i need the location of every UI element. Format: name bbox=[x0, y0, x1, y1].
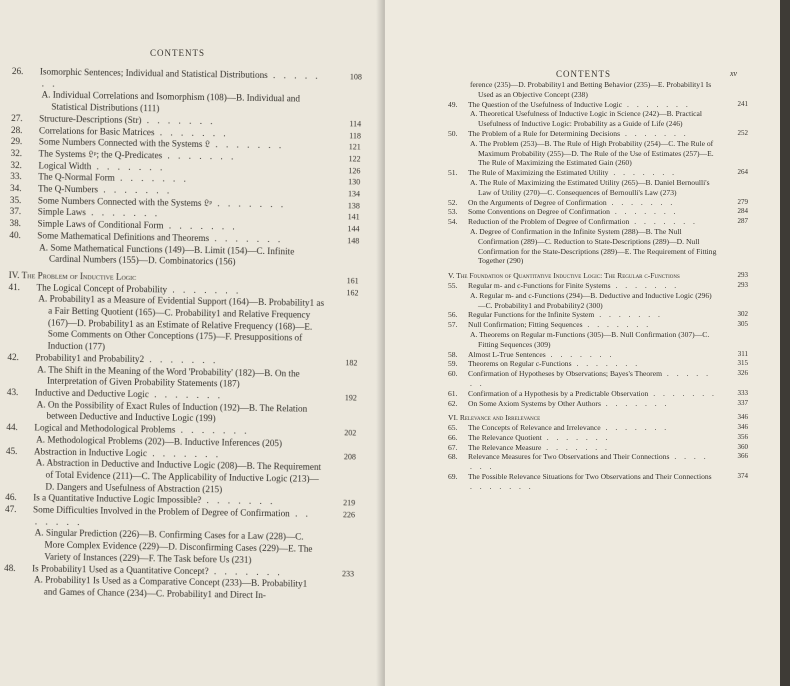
toc-entry-page: 126 bbox=[348, 165, 361, 176]
toc-entry-title: Regular Functions for the Infinite System bbox=[468, 310, 595, 320]
toc-entry bbox=[448, 472, 748, 492]
toc-chapter bbox=[448, 413, 748, 423]
toc-entry-page: 264 bbox=[737, 168, 748, 177]
toc-entry-page: 374 bbox=[737, 472, 748, 481]
toc-entry-title: Structure-Descriptions (Str) bbox=[39, 113, 142, 125]
toc-entry-number: 32. bbox=[10, 147, 23, 159]
toc-entry bbox=[9, 230, 360, 271]
toc-entry-page: 293 bbox=[737, 280, 748, 289]
toc-leader-dots: . . . . . . . bbox=[154, 126, 229, 138]
toc-continuation: ference (235)—D. Probability1 and Betting Behavior (235)—E. Probability1 Is Used as an Objective Concept (238) bbox=[470, 80, 712, 99]
toc-entry-title-line bbox=[448, 168, 748, 178]
toc-chapter-page: 293 bbox=[737, 271, 748, 280]
toc-entry-title: The Problem of a Rule for Determining Decisions bbox=[468, 128, 621, 138]
toc-entry-page: 138 bbox=[347, 201, 360, 211]
toc-entry-title: The Relevance Measure bbox=[468, 442, 542, 452]
toc-leader-dots: . . . . . . . bbox=[582, 320, 652, 330]
toc-entry-page: 315 bbox=[737, 359, 748, 368]
toc-entry-title: Inductive and Deductive Logic bbox=[34, 387, 149, 400]
toc-entry-page: 202 bbox=[344, 428, 357, 438]
toc-entry-page: 208 bbox=[343, 451, 356, 461]
toc-entry-page: 366 bbox=[737, 452, 748, 461]
toc-entry-page: 141 bbox=[347, 212, 360, 222]
toc-entry-title: Some Mathematical Definitions and Theorems bbox=[37, 230, 210, 243]
toc-entry-title: The Question of the Usefulness of Inductive Logic bbox=[468, 99, 623, 109]
toc-entry bbox=[5, 445, 356, 497]
toc-entry-title: Simple Laws of Conditional Form bbox=[37, 218, 164, 231]
toc-chapter-page: 346 bbox=[737, 413, 748, 422]
toc-entry-page: 311 bbox=[737, 349, 748, 358]
toc-chapter-numeral: IV. bbox=[8, 269, 22, 281]
toc-entry-page: 122 bbox=[348, 154, 361, 164]
toc-entry-title-line bbox=[448, 198, 748, 208]
toc-entry-title: The Q-Normal Form bbox=[38, 171, 115, 183]
toc-entry bbox=[448, 129, 748, 168]
toc-entry-title: Is Probability1 Used as a Quantitative Concept? bbox=[32, 562, 209, 576]
toc-entry-title: Is a Quantitative Inductive Logic Impossible? bbox=[33, 492, 202, 506]
toc-leader-dots: . . . . . . . bbox=[85, 207, 161, 219]
toc-entry-page: 252 bbox=[737, 128, 748, 137]
toc-entry-number: 47. bbox=[4, 503, 17, 515]
toc-entry bbox=[448, 369, 748, 389]
toc-entry bbox=[8, 282, 359, 358]
toc-entry-title: On the Arguments of Degree of Confirmation bbox=[468, 197, 607, 207]
toc-chapter-name: The Foundation of Quantitative Inductive Logic: The Regular c-Functions bbox=[456, 271, 680, 281]
toc-leader-dots: . . . . . . . bbox=[610, 280, 680, 290]
toc-entry-number: 29. bbox=[10, 136, 23, 147]
toc-entry bbox=[448, 359, 748, 369]
toc-entry-title-line bbox=[448, 217, 748, 227]
toc-chapter-numeral: VI. bbox=[448, 413, 460, 423]
toc-entry-page: 284 bbox=[737, 207, 748, 216]
toc-leader-dots: . . . . . . . bbox=[201, 495, 276, 507]
page-edge bbox=[780, 0, 790, 686]
toc-chapter-numeral: V. bbox=[448, 271, 457, 281]
toc-entry-number: 32. bbox=[10, 159, 23, 170]
toc-entry-title-line bbox=[448, 359, 748, 369]
toc-entry-number: 48. bbox=[4, 562, 16, 573]
toc-entry-number: 27. bbox=[11, 112, 23, 123]
toc-entry-title-line bbox=[448, 399, 748, 409]
toc-chapter-name: Relevance and Irrelevance bbox=[459, 413, 541, 423]
toc-entry-title: The Concepts of Relevance and Irrelevance bbox=[468, 423, 601, 433]
toc-entry-number: 26. bbox=[11, 66, 24, 77]
toc-entry bbox=[448, 350, 748, 360]
toc-leader-dots: . . . . . . . bbox=[600, 398, 670, 408]
toc-entry-title: Regular m- and c-Functions for Finite Systems bbox=[468, 280, 611, 290]
toc-entry-page: 134 bbox=[347, 189, 361, 199]
toc-leader-dots: . . . . . . . bbox=[470, 452, 709, 472]
toc-entry-title-line bbox=[448, 369, 748, 389]
toc-entry bbox=[448, 433, 748, 443]
toc-leader-dots: . . . . . . . bbox=[470, 369, 711, 388]
toc-entry bbox=[4, 562, 355, 603]
toc-entry-number: 65. bbox=[448, 423, 458, 433]
toc-entry bbox=[448, 198, 748, 208]
toc-entry-number: 69. bbox=[448, 472, 458, 482]
toc-leader-dots: . . . . . . . bbox=[608, 168, 678, 178]
toc-entry-title-line bbox=[448, 281, 748, 291]
toc-entry-number: 37. bbox=[9, 206, 22, 217]
toc-entry-number: 62. bbox=[448, 398, 458, 408]
toc-entry-number: 42. bbox=[7, 351, 19, 363]
toc-entry-number: 33. bbox=[10, 171, 22, 182]
toc-leader-dots: . . . . . . . bbox=[209, 232, 284, 245]
toc-entry-title-line bbox=[448, 443, 748, 453]
toc-chapter bbox=[448, 271, 748, 281]
toc-entry-page: 279 bbox=[737, 197, 748, 206]
toc-leader-dots: . . . . . . . bbox=[541, 432, 611, 442]
toc-entry-subsections: A. On the Possibility of Exact Rules of Induction (192)—B. The Relation between Deductive and Inductive Logic (199) bbox=[36, 399, 308, 424]
toc-entry-subsections: A. Probability1 as a Measure of Evidential Support (164)—B. Probability1 as a Fair Betting Quotient (165)—C. Probability1 and Relative Frequency (167)—D. Probability1 as an Estimate of Relative Frequency (168)—E. Some Comments on Other Conceptions (175)—F. Presuppositions of Induction (177) bbox=[38, 293, 325, 352]
toc-entry-page: 130 bbox=[348, 177, 361, 187]
toc-entry-page: 305 bbox=[737, 320, 748, 329]
toc-leader-dots: . . . . . . . bbox=[571, 359, 641, 369]
left-page-header: CONTENTS bbox=[150, 48, 205, 58]
toc-entry bbox=[4, 504, 355, 568]
toc-entry-page: 162 bbox=[346, 287, 359, 298]
toc-entry-number: 41. bbox=[8, 281, 21, 292]
toc-entry-title: Logical and Methodological Problems bbox=[34, 422, 176, 435]
toc-leader-dots: . . . . . . . bbox=[470, 481, 534, 491]
toc-leader-dots: . . . . . . . bbox=[91, 160, 166, 173]
toc-entry bbox=[7, 352, 358, 393]
toc-entry-number: 46. bbox=[5, 492, 17, 503]
toc-entry bbox=[448, 168, 748, 197]
toc-entry-subsections: A. Some Mathematical Functions (149)—B. Limit (154)—C. Infinite Cardinal Numbers (155)—D. Combinatorics (156) bbox=[39, 241, 295, 267]
toc-entry-number: 34. bbox=[10, 183, 22, 194]
toc-chapter-title bbox=[448, 271, 748, 281]
toc-entry-page: 182 bbox=[345, 358, 358, 368]
toc-entry-subsections: A. Degree of Confirmation in the Infinite System (288)—B. The Null Confirmation (289)—C. Reduction to State-Descriptions (289)—D. Null Confirmation for the State-Descriptions (289)—E. The Requirement of Fitting Together (290) bbox=[470, 226, 717, 266]
toc-entry-number: 58. bbox=[448, 349, 458, 359]
toc-entry-subsections: A. Theoretical Usefulness of Inductive Logic in Science (242)—B. Practical Usefulness of Inductive Logic: Probability as a Guide of Life (246) bbox=[470, 109, 703, 129]
toc-leader-dots: . . . . . . . bbox=[629, 217, 698, 227]
toc-leader-dots: . . . . . . . bbox=[606, 197, 676, 207]
toc-entry bbox=[6, 387, 357, 428]
toc-entry-title: Null Confirmation; Fitting Sequences bbox=[468, 320, 583, 330]
right-page-number: xv bbox=[730, 69, 738, 78]
toc-entry-title-line bbox=[448, 129, 748, 139]
toc-entry-title-line bbox=[448, 423, 748, 433]
right-page-header: CONTENTS bbox=[556, 69, 611, 79]
toc-leader-dots: . . . . . . . bbox=[41, 70, 321, 89]
toc-entry-title: Some Numbers Connected with the Systems 𝔏ᵖ bbox=[37, 195, 213, 208]
toc-entry-number: 28. bbox=[10, 124, 23, 135]
toc-entry-title-line bbox=[448, 310, 748, 320]
toc-leader-dots: . . . . . . . bbox=[545, 349, 615, 359]
toc-entry-title: Relevance Measures for Two Observations and Their Connections bbox=[468, 452, 670, 462]
toc-leader-dots: . . . . . . . bbox=[97, 184, 173, 196]
toc-leader-dots: . . . . . . . bbox=[609, 207, 679, 217]
toc-entry-page: 346 bbox=[737, 423, 748, 432]
toc-entry-title: Theorems on Regular c-Functions bbox=[468, 359, 572, 369]
toc-entry-page: 144 bbox=[347, 224, 360, 234]
right-toc-column bbox=[448, 80, 748, 492]
toc-leader-dots: . . . . . . . bbox=[208, 565, 283, 577]
toc-entry-number: 53. bbox=[448, 207, 458, 217]
toc-entry-page: 118 bbox=[349, 130, 362, 141]
toc-entry bbox=[448, 399, 748, 409]
toc-entry-title-line bbox=[448, 207, 748, 217]
toc-entry-page: 148 bbox=[347, 236, 360, 246]
toc-leader-dots: . . . . . . . bbox=[162, 150, 237, 162]
toc-entry-number: 45. bbox=[5, 445, 18, 456]
toc-entry-title: Abstraction in Inductive Logic bbox=[33, 445, 148, 458]
toc-chapter-page: 161 bbox=[346, 276, 359, 286]
right-page bbox=[385, 0, 780, 686]
toc-leader-dots: . . . . . . . bbox=[622, 99, 691, 109]
toc-entry-title: Some Difficulties Involved in the Problem of Degree of Confirmation bbox=[32, 504, 290, 519]
toc-entry-title: Confirmation of Hypotheses by Observations; Bayes's Theorem bbox=[468, 369, 662, 379]
toc-entry-subsections: A. Regular m- and c-Functions (294)—B. Deductive and Inductive Logic (296)—C. Probability1 and Probability2 (300) bbox=[470, 290, 712, 310]
toc-entry-page: 114 bbox=[349, 119, 362, 129]
toc-entry bbox=[448, 423, 748, 433]
toc-entry-title: Probability1 and Probability2 bbox=[35, 352, 145, 364]
toc-entry-title: Logical Width bbox=[38, 160, 92, 171]
toc-entry-number: 43. bbox=[6, 386, 19, 398]
toc-leader-dots: . . . . . . . bbox=[114, 172, 190, 185]
toc-leader-dots: . . . . . . . bbox=[146, 447, 222, 459]
toc-entry-title: Confirmation of a Hypothesis by a Predictable Observation bbox=[468, 388, 649, 398]
toc-leader-dots: . . . . . . . bbox=[141, 114, 216, 127]
toc-entry bbox=[11, 66, 362, 118]
toc-entry-number: 52. bbox=[448, 197, 458, 207]
toc-entry-subsections: A. Individual Correlations and Isomorphism (108)—B. Individual and Statistical Distributions (111) bbox=[41, 89, 301, 114]
toc-entry-title: Simple Laws bbox=[37, 206, 87, 218]
toc-entry bbox=[448, 443, 748, 453]
toc-entry-title-line bbox=[448, 320, 748, 330]
toc-entry-page: 302 bbox=[737, 310, 748, 319]
toc-entry-page: 337 bbox=[737, 398, 748, 407]
toc-entry-number: 61. bbox=[448, 388, 458, 398]
toc-entry-page: 192 bbox=[344, 393, 357, 403]
toc-entry-page: 360 bbox=[737, 442, 748, 451]
toc-entry-page: 241 bbox=[737, 99, 748, 108]
toc-entry bbox=[448, 310, 748, 320]
toc-leader-dots: . . . . . . . bbox=[34, 508, 312, 527]
toc-entry-page: 333 bbox=[737, 388, 748, 397]
toc-entry-title-line bbox=[448, 100, 748, 110]
toc-leader-dots: . . . . . . . bbox=[620, 128, 689, 138]
toc-entry-page: 226 bbox=[342, 510, 356, 520]
toc-entry-number: 44. bbox=[6, 422, 18, 433]
toc-entry bbox=[448, 217, 748, 266]
toc-leader-dots: . . . . . . . bbox=[594, 310, 663, 320]
toc-entry-title-line bbox=[448, 472, 748, 492]
toc-entry-title-line bbox=[448, 433, 748, 443]
toc-entry-subsections: A. Methodological Problems (202)—B. Inductive Inferences (205) bbox=[36, 434, 283, 449]
toc-leader-dots: . . . . . . . bbox=[541, 442, 610, 452]
toc-entry bbox=[448, 281, 748, 310]
toc-entry-number: 51. bbox=[448, 168, 458, 178]
toc-entry-title: Some Conventions on Degree of Confirmation bbox=[468, 207, 610, 217]
toc-entry-number: 54. bbox=[448, 217, 458, 227]
toc-entry-title: Almost L-True Sentences bbox=[468, 349, 546, 359]
toc-entry-title: The Systems 𝔏ᵖ; the Q-Predicates bbox=[38, 148, 163, 161]
toc-chapter-title bbox=[448, 413, 748, 423]
toc-entry-title-line bbox=[448, 350, 748, 360]
toc-leader-dots: . . . . . . . bbox=[210, 139, 285, 151]
toc-entry-title: The Rule of Maximizing the Estimated Utility bbox=[468, 168, 609, 178]
left-page bbox=[0, 0, 385, 686]
toc-entry bbox=[448, 389, 748, 399]
toc-leader-dots: . . . . . . . bbox=[167, 284, 242, 296]
toc-entry-number: 67. bbox=[448, 442, 458, 452]
toc-entry-subsections: A. Theorems on Regular m-Functions (305)—B. Null Confirmation (307)—C. Fitting Sequences (309) bbox=[470, 329, 710, 349]
toc-leader-dots: . . . . . . . bbox=[163, 220, 238, 232]
toc-entry-title: The Logical Concept of Probability bbox=[36, 282, 168, 295]
toc-entry-page: 326 bbox=[737, 369, 748, 378]
toc-entry-title: The Q-Numbers bbox=[38, 183, 99, 195]
toc-entry-number: 59. bbox=[448, 359, 458, 369]
toc-entry-title: On Some Axiom Systems by Other Authors bbox=[468, 398, 601, 408]
toc-entry bbox=[448, 207, 748, 217]
toc-entry-number: 49. bbox=[448, 99, 458, 109]
toc-leader-dots: . . . . . . . bbox=[648, 388, 717, 398]
toc-leader-dots: . . . . . . . bbox=[600, 423, 670, 433]
toc-entry-page: 233 bbox=[342, 568, 355, 578]
toc-entry-number: 38. bbox=[9, 218, 22, 229]
toc-entry-title: Some Numbers Connected with the Systems 𝔏 bbox=[38, 136, 211, 150]
toc-entry-number: 55. bbox=[448, 280, 458, 290]
left-toc-column bbox=[4, 66, 362, 603]
toc-entry bbox=[448, 452, 748, 472]
toc-entry-subsections: A. The Rule of Maximizing the Estimated Utility (265)—B. Daniel Bernoulli's Law of Utility (270)—C. Consequences of Bernoulli's Law (273) bbox=[470, 177, 710, 197]
toc-entry-subsections: A. Singular Prediction (226)—B. Confirming Cases for a Law (228)—C. More Complex Evidence (229)—D. Disconfirming Cases (229)—E. The Variety of Instances (229)—F. The Task before Us (231) bbox=[34, 527, 313, 565]
toc-entry-title: Isomorphic Sentences; Individual and Statistical Distributions bbox=[39, 66, 268, 81]
toc-entry-number: 66. bbox=[448, 432, 458, 442]
toc-entry-number: 40. bbox=[9, 229, 21, 241]
toc-entry-title-line bbox=[448, 452, 748, 472]
toc-entry-number: 57. bbox=[448, 320, 458, 330]
toc-entry-page: 287 bbox=[737, 217, 748, 226]
toc-entry-title: The Possible Relevance Situations for Two Observations and Their Connections bbox=[468, 472, 712, 482]
toc-entry-page: 356 bbox=[737, 432, 748, 441]
toc-leader-dots: . . . . . . . bbox=[148, 389, 224, 401]
toc-entry-page: 219 bbox=[343, 498, 356, 508]
toc-entry-number: 60. bbox=[448, 369, 458, 379]
toc-entry-number: 68. bbox=[448, 452, 458, 462]
toc-entry-number: 35. bbox=[9, 194, 22, 205]
toc-entry-page: 121 bbox=[348, 142, 361, 152]
toc-leader-dots: . . . . . . . bbox=[144, 353, 219, 366]
toc-entry bbox=[448, 320, 748, 349]
toc-entry-title: The Relevance Quotient bbox=[468, 432, 542, 442]
toc-chapter-name: The Problem of Inductive Logic bbox=[21, 270, 137, 282]
toc-entry-page: 108 bbox=[349, 72, 362, 82]
toc-entry-number: 50. bbox=[448, 128, 458, 138]
toc-entry bbox=[448, 100, 748, 129]
toc-entry-subsections: A. Probability1 Is Used as a Comparative Concept (233)—B. Probability1 and Games of Chance (234)—C. Probability1 and Direct In- bbox=[33, 574, 308, 600]
toc-entry-title: Reduction of the Problem of Degree of Confirmation bbox=[468, 217, 630, 227]
toc-entry-subsections: A. The Shift in the Meaning of the Word 'Probability' (182)—B. On the Interpretation of Given Probability Statements (187) bbox=[37, 364, 300, 389]
toc-leader-dots: . . . . . . . bbox=[211, 197, 287, 210]
toc-entry-subsections: A. The Problem (253)—B. The Rule of High Probability (254)—C. The Rule of Maximum Probability (255)—D. The Rule of the Use of Estimates (257)—E. The Rule of Maximizing the Estimated Gain (260) bbox=[470, 138, 714, 168]
toc-leader-dots: . . . . . . . bbox=[175, 424, 250, 436]
toc-entry-title: Correlations for Basic Matrices bbox=[38, 124, 155, 137]
toc-entry-title-line bbox=[448, 389, 748, 399]
toc-entry-number: 56. bbox=[448, 310, 458, 320]
toc-entry-subsections: A. Abstraction in Deductive and Inductive Logic (208)—B. The Requirement of Total Evidence (211)—C. The Applicability of Inductive Logic (213)—D. Dangers and Usefulness of Abstraction (215) bbox=[35, 457, 322, 494]
